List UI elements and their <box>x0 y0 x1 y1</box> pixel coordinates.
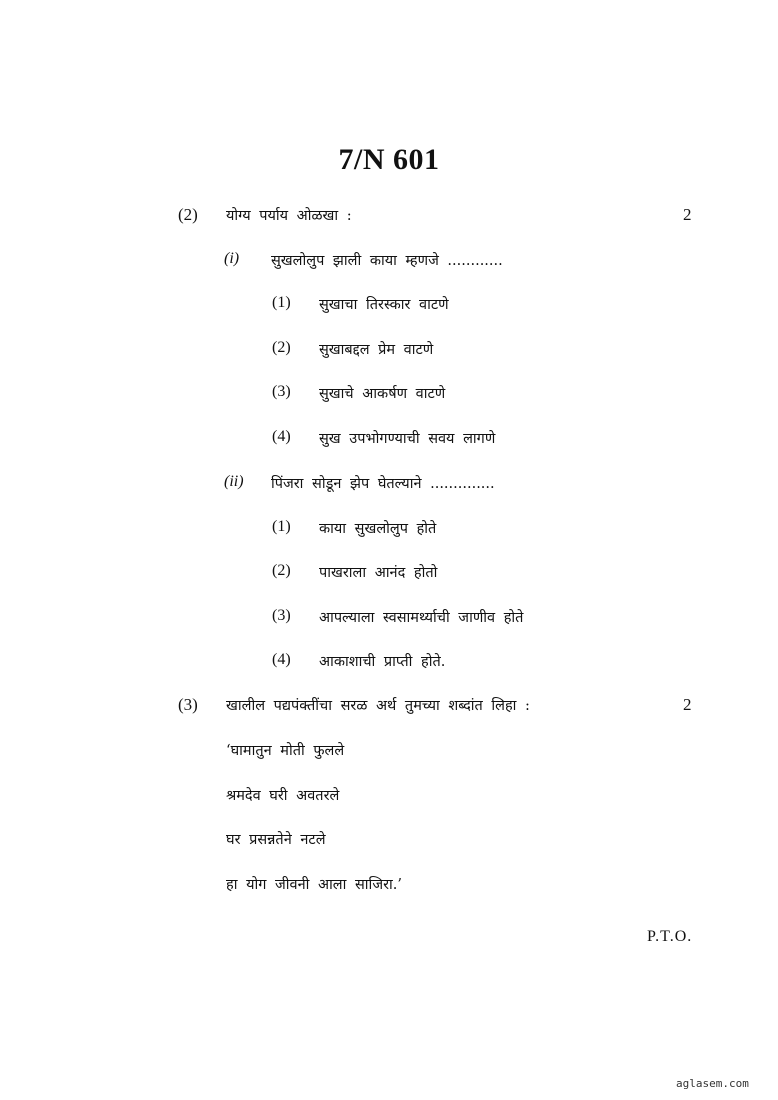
question-number: (3) <box>178 695 198 714</box>
question-text: योग्य पर्याय ओळखा : <box>226 208 352 224</box>
sub-question-label: (i) <box>224 250 240 267</box>
verse-line: ‘घामातुन मोती फुलले <box>226 743 345 759</box>
option-number: (1) <box>272 518 291 535</box>
page-turn-note: P.T.O. <box>647 928 693 945</box>
verse-line: हा योग जीवनी आला साजिरा.’ <box>226 877 402 893</box>
sub-question-text: पिंजरा सोडून झेप घेतल्याने .............. <box>271 476 495 492</box>
source-watermark: aglasem.com <box>676 1077 749 1090</box>
option-number: (3) <box>272 607 291 624</box>
option-text: आपल्याला स्वसामर्थ्याची जाणीव होते <box>319 610 524 626</box>
option-text: सुखाचे आकर्षण वाटणे <box>319 386 446 402</box>
option-number: (1) <box>272 294 291 311</box>
sub-question-label: (ii) <box>224 473 244 490</box>
sub-question-text: सुखलोलुप झाली काया म्हणजे ............ <box>271 253 503 269</box>
verse-line: श्रमदेव घरी अवतरले <box>226 788 340 804</box>
option-number: (4) <box>272 651 291 668</box>
question-marks: 2 <box>683 205 692 224</box>
question-marks: 2 <box>683 695 692 714</box>
option-text: आकाशाची प्राप्ती होते. <box>319 654 446 670</box>
option-text: काया सुखलोलुप होते <box>319 521 437 537</box>
option-text: सुख उपभोगण्याची सवय लागणे <box>319 431 496 447</box>
option-number: (2) <box>272 339 291 356</box>
question-text: खालील पद्यपंक्तींचा सरळ अर्थ तुमच्या शब्दांत लिहा : <box>226 698 530 714</box>
option-number: (3) <box>272 383 291 400</box>
option-text: सुखाचा तिरस्कार वाटणे <box>319 297 449 313</box>
option-text: सुखाबद्दल प्रेम वाटणे <box>319 342 434 358</box>
verse-line: घर प्रसन्नतेने नटले <box>226 832 326 848</box>
option-text: पाखराला आनंद होतो <box>319 565 438 581</box>
option-number: (2) <box>272 562 291 579</box>
option-number: (4) <box>272 428 291 445</box>
page-code: 7/N 601 <box>338 143 440 176</box>
question-number: (2) <box>178 205 198 224</box>
